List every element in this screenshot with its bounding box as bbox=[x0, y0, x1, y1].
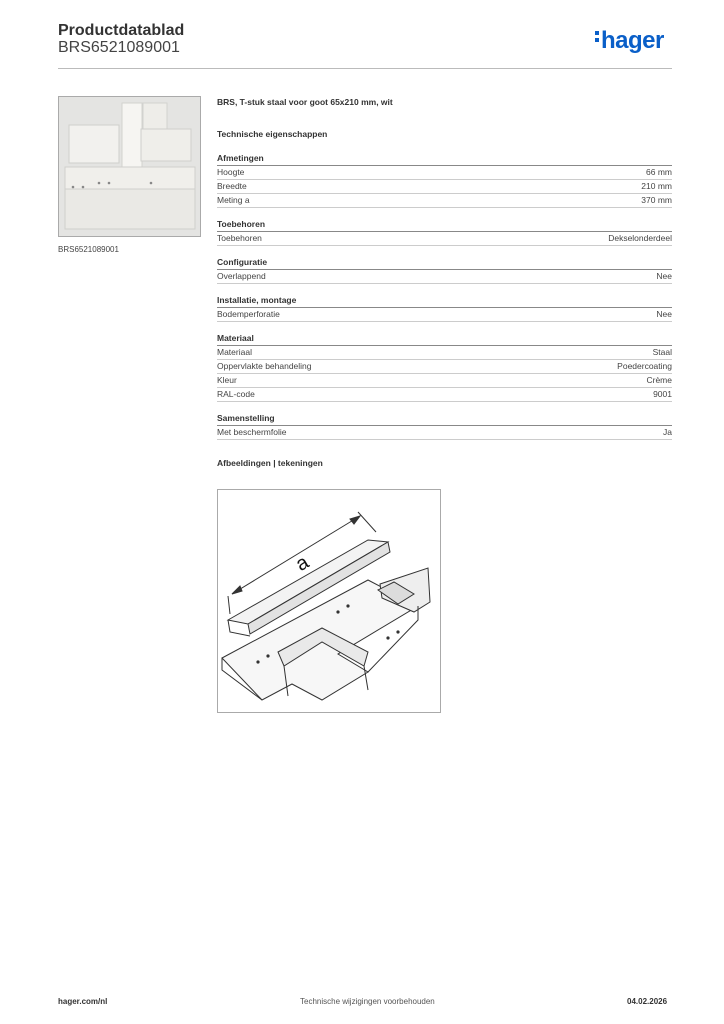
spec-value: Dekselonderdeel bbox=[608, 233, 672, 243]
group-title: Configuratie bbox=[217, 256, 672, 270]
dimension-label: a bbox=[292, 551, 313, 576]
logo-text: hager bbox=[601, 27, 664, 54]
product-photo bbox=[58, 96, 201, 237]
spec-row bbox=[217, 374, 672, 388]
page-title: Productdatablad bbox=[58, 22, 185, 39]
spec-label: Hoogte bbox=[217, 167, 245, 177]
spec-row bbox=[217, 166, 672, 180]
spec-value: Staal bbox=[652, 347, 672, 357]
spec-row bbox=[217, 180, 672, 194]
spec-label: Oppervlakte behandeling bbox=[217, 361, 312, 371]
hager-logo bbox=[595, 27, 664, 55]
spec-value: Nee bbox=[656, 271, 672, 281]
spec-value: Nee bbox=[656, 309, 672, 319]
group-title: Samenstelling bbox=[217, 412, 672, 426]
group-title: Installatie, montage bbox=[217, 294, 672, 308]
group-toebehoren bbox=[217, 218, 672, 246]
spec-label: Kleur bbox=[217, 375, 237, 385]
spec-value: 370 mm bbox=[641, 195, 672, 205]
header-divider bbox=[58, 68, 672, 69]
group-installatie bbox=[217, 294, 672, 322]
footer-disclaimer: Technische wijzigingen voorbehouden bbox=[300, 997, 435, 1006]
spec-row bbox=[217, 308, 672, 322]
specifications bbox=[217, 95, 672, 470]
spec-row bbox=[217, 388, 672, 402]
photo-caption: BRS6521089001 bbox=[58, 245, 119, 254]
spec-label: Overlappend bbox=[217, 271, 266, 281]
spec-row bbox=[217, 426, 672, 440]
spec-value: 9001 bbox=[653, 389, 672, 399]
spec-value: 210 mm bbox=[641, 181, 672, 191]
t-piece-drawing-icon bbox=[218, 490, 440, 712]
spec-row bbox=[217, 346, 672, 360]
group-title: Afmetingen bbox=[217, 152, 672, 166]
spec-value: Poedercoating bbox=[617, 361, 672, 371]
footer-date: 04.02.2026 bbox=[627, 997, 668, 1006]
spec-value: Crème bbox=[646, 375, 672, 385]
spec-value: 66 mm bbox=[646, 167, 672, 177]
product-description: BRS, T-stuk staal voor goot 65x210 mm, wit bbox=[217, 97, 393, 107]
t-piece-photo-icon bbox=[59, 97, 200, 236]
spec-row bbox=[217, 194, 672, 208]
spec-label: Toebehoren bbox=[217, 233, 262, 243]
spec-label: Met beschermfolie bbox=[217, 427, 287, 437]
spec-label: Meting a bbox=[217, 195, 250, 205]
technical-drawing bbox=[217, 489, 441, 713]
spec-row bbox=[217, 360, 672, 374]
spec-row bbox=[217, 232, 672, 246]
spec-label: Materiaal bbox=[217, 347, 252, 357]
spec-label: Breedte bbox=[217, 181, 247, 191]
footer-website[interactable]: hager.com/nl bbox=[58, 997, 108, 1006]
group-title: Materiaal bbox=[217, 332, 672, 346]
group-materiaal bbox=[217, 332, 672, 402]
group-samenstelling bbox=[217, 412, 672, 440]
spec-label: RAL-code bbox=[217, 389, 255, 399]
spec-row bbox=[217, 270, 672, 284]
group-afmetingen bbox=[217, 152, 672, 208]
product-code: BRS6521089001 bbox=[58, 39, 180, 56]
spec-value: Ja bbox=[663, 427, 672, 437]
drawings-title: Afbeeldingen | tekeningen bbox=[217, 458, 323, 468]
group-title: Toebehoren bbox=[217, 218, 672, 232]
group-configuratie bbox=[217, 256, 672, 284]
tech-properties-title: Technische eigenschappen bbox=[217, 129, 328, 139]
spec-label: Bodemperforatie bbox=[217, 309, 280, 319]
logo-colon-icon bbox=[595, 28, 600, 45]
